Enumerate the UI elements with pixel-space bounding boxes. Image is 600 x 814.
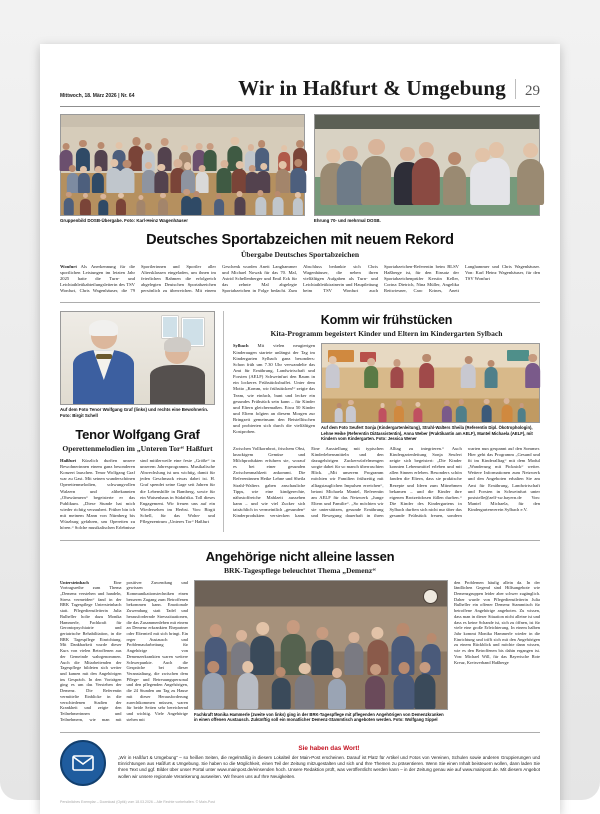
figure-sport-group [60,114,305,224]
newspaper-page [40,44,560,814]
article-sport [60,232,540,295]
figure-sport-honor [314,114,540,224]
crowd-decoration [315,115,539,215]
footer-heading: Sie haben das Wort! [298,745,360,753]
kita-intro-text: Mit vielen neugierigen Kinderaugen startete unlängst der Tag im Kindergarten Sylbach ganz besonders: Schon früh um 7.30 Uhr verwandelte das Amt für Ernährung, Landwirtschaft und Forsten (AELF) Schweinfurt den Raum in ein lockeres Frühstücksbuffet. Unter dem Motto „Komm, wir frühstücken!“ zeigte das Team, wie einfach, bunt und lecker ein gesundes Frühstück sein kann – für Kinder und Eltern gleichermaßen. Etwa 50 Kinder und Eltern folgten an diesem Morgen zur Bringzeit gemeinsam den Beistelltischen und probierten sich durch die vielfältigen Kostproben. [233,343,315,435]
caption-kita: Auf dem Foto Seufert Sonja (Kindergartenleitung), Strahl-Walters Sheila (Referentin Dipl. Ökotrophologin), Lehne Heike (Referentin Diätassistentin), Anna Weber (Praktikantin am AELF), Mantel Michaela (AELF), mit Kindern vom Kindergarten. Foto: Jessica Wener [321,425,533,442]
photo-tenor [60,311,215,405]
kita-top-row [233,343,540,441]
kita-body: Zwischen Vollkornbrot, frischem Obst, knackigem Gemüse und Milchprodukten erfuhren sie, worauf es bei einer gesunden Zwischenmahlzeit ankommt. Die Referentinnen Heike Lehne und Sheila Strahl-Walters gaben anschauliche Tipps, wie eine kindgerechte, nährstoffreiche Mahlzeit aussehen kann – und wie viel Zucker sich tatsächlich in vermeintlich „gesunden“ Kinderprodukten verstecken kann. Eine Ausstellung mit typischen Kinderlebensmitteln und den dazugehörigen Zuckerwürfelmengen sorgte dabei für so manch überraschten Blick. „Mit unserem Programm möchten wir Familien frühzeitig mit alltagstauglichen Impulsen erreichen“, betont Michaela Mantel, Referentin am AELF für das Netzwerk „Junge Eltern und Familie“. „So möchten wir sie unterstützen, gesunde Ernährung und Bewegung dauerhaft in ihren Alltag zu integrieren.“ Auch Kindergartenleitung Sonja Seufert zeigte sich begeistert: „Die Kinder konnten Lebensmittel erleben und mit allen Sinnen erleben. Besonders schön fanden die Eltern, dass sie praktische Rezepte und Ideen zum Mitnehmen bekamen – und die Kinder ihre eigenen Brotzeitdosen füllen durften.“ Die Kinder des Kindergartens in Sylbach durften sich nicht nur über das gesunde Frühstück freuen, sondern warten nun gespannt auf den Sommer. Hier geht das Programm „Gesund und fit im Kinderalltag“ mit dem Modul „Wanderung mit Picknick“ weiter. Weitere Informationen zum Netzwerk und den Angeboten erhalten Sie am Amt für Ernährung, Landwirtschaft und Forsten in Schweinfurt unter poststelle@aelf-sw.bayern.de Von: Mantel Michaela, für den Kindergartenverein Sylbach e.V. [233,445,540,519]
page-header [60,44,540,107]
demenz-lead: Untersteinbach [60,579,89,585]
middle-band [60,311,540,531]
demenz-row [60,580,540,723]
photo-sport-group [60,114,305,216]
section-divider [60,302,540,303]
tenor-body [60,458,215,532]
section-divider [60,540,540,541]
demenz-subhead: BRK-Tagespflege beleuchtet Thema „Demenz“ [223,565,377,575]
top-photo-row [60,114,540,224]
sport-text: Als Anerkennung für die sportlichen Leistungen im letzten Jahr 2025 hatte die Turn- und Leichtathletikabteilungsleiterin des TSV Wonfurt, Chris Wagenhäuser, die 79 Sportlerinnen und Sportler aller Altersklassen eingeladen, um ihnen im feierlichen Rahmen die erfolgreich abgelegten Deutschen Sportabzeichen persönlich zu überreichen. Mit einem Geschenk wurden Anett Langhammer und Michael Nowak für das 70. Mal, Astrid Schellenberger und Emil Eck für das zehnte Mal abgelegte Sportabzeichen in Folge bedacht. Zum Abschluss bedankte sich Chris Wagenhäuser, die neben ihren vielfältigen Aufgaben als Turn- und Leichtathletiktrainerin und Hauptleitung beim TSV Wonfurt auch Sportabzeichen-Referentin beim BLSV Haßberge ist, für den Einsatz der Sportabzeichenprüfer Kerstin Keller, Corina Dietrich, Nina Müller, Angelika Reitwiesner, Caro Krines, Anett Langhammer und Chris Wagenhäuser. Von: Karl Heinz Wagenhäuser, für den TSV Wonfurt [60,263,540,294]
kita-headline: Komm wir frühstücken [320,313,453,328]
sport-body [60,264,540,295]
article-demenz [60,549,540,723]
reader-submission-box [60,732,540,792]
photo-sport-honor [314,114,540,216]
caption-sport-group: Gruppenbild DOSB-Übergabe. Foto: Karl-Heinz Wagenhäuser [60,218,188,223]
figure-tenor [60,311,215,418]
tenor-headline: Tenor Wolfgang Graf [75,426,200,442]
tenor-subhead: Operettenmelodien im „Unteren Tor“ Haßfurt [62,443,213,453]
sport-subhead: Übergabe Deutsches Sportabzeichen [240,249,360,259]
kita-lead: Sylbach [233,343,249,349]
article-kita [233,311,540,531]
demenz-headline: Angehörige nicht alleine lassen [205,548,395,564]
caption-tenor: Auf dem Foto Tenor Wolfgang Graf (links) und rechts eine Bewohnerin. Foto: Birgit Schell [60,407,209,419]
footer-text-block [118,745,540,780]
caption-brk: Fachkraft Monika Hammerle (zweite von links) ging in der BRK-Tagespflege mit pflegenden Angehörigen von Demenzkranken in einen offenen Austausch. Zukünftig soll ein monatlicher Demenz-Stammtisch angeboten werden. Foto: Wolfgang Sippel [194,711,444,722]
photo-kita [321,343,540,423]
caption-sport-honor: Ehrung 70- und mehrmal DOSB. [313,218,381,223]
demenz-right-text: den Problemen häufig allein da. In der ländlichen Gegend sind Hilfsangebote wie Demenzgruppen leider aber schwer zugänglich. Daher wurde von Pflegedienstleiterin Julia Bulheller ein offener Demenz Stammtisch für betroffene Angehörige angeboten. Zu wissen, dass man in dieser Situation nicht alleine ist und dass es keine Schande ist, sich zu öffnen, ist für viele eine große Erleichterung. In einem halben Jahr kommt Monika Hammerle wieder in die Einrichtung und trifft sich mit den Angehörigen zu einem Rückblick und möchte dann wissen, wie es den Betroffenen bis dahin ergangen ist. Von: Michael Will, für das Bayerische Rote Kreuz, Kreisverband Haßberge [454,579,540,665]
crowd-decoration [195,581,447,709]
masthead-title: Wir in Haßfurt & Umgebung [238,76,506,100]
envelope-glyph [72,755,94,771]
crowd-decoration [61,115,304,215]
dateline: Mittwoch, 18. März 2026 | Nr. 64 [60,93,135,99]
demenz-right-column [454,580,540,723]
tenor-lead: Haßfurt [60,457,77,463]
footer-body: „Wir in Haßfurt & Umgebung“ – so heißen Seiten, die regelmäßig in diesem Lokalteil der Main-Post erscheinen. Darauf ist Platz für Artikel und Fotos von Vereinen, Schulen sowie anderen Gruppierungen und Einrichtungen aus Haßfurt & Umgebung. Sie haben so die Möglichkeit, einen Teil der Zeitung mitzugestalten und sich und Ihre Themen zu präsentieren. Wenn Sie einen Inhalt beisteuern wollen, dann laden Sie Ihren Text und ggf. Bilder über unser Portal unter www.mainpost.de/einsenden hoch. Unsere Redaktion prüft, was veröffentlicht werden kann – in der Zeitung genau wie auf www.mainpost.de. Mit diesem Angebot wollen wir unsere regionale Verankerung ausweiten. Wir freuen uns auf Ihre Neuigkeiten. [118,754,540,779]
figure-brk [194,580,448,723]
page-number: 29 [525,83,540,99]
sport-headline: Deutsches Sportabzeichen mit neuem Rekord [146,231,454,248]
demenz-left-text: Eine Vortragsreihe zum Thema „Demenz verstehen und handeln, Stress vermeiden“ fand in der BRK Tagespflege Untersteinbach statt. Pflegedienstleiterin Julia Bulheller holte dazu Monika Hammerle, Fachkraft für Gerontopsychiatrie und geriatrische Rehabilitation, in die BRK Tagespflege Einrichtung. Mit Dankbarkeit wurde dieser Kurs von vielen Betroffenen aus der Gemeinde wahrgenommen. Auch die Mitarbeitenden der Tagespflege bildeten sich weiter und kamen mit den Angehörigen ins Gespräch. In den Vorträgen ging es um das Verstehen der Demenz. Die Referentin vermittelte Einblicke in die verschiedenen Stadien der Krankheit und zeigte den Teilnehmerinnen und Teilnehmern, wie man mit positiver Zuwendung und gewissen Kommunikationstechniken einen besseren Zugang zum Betroffenen bekommen kann. Emotionale Zuwendung statt Tadel und herausfordernde Stresssituationen, die das Zusammenleben mit einem an Demenz erkrankten Ehepartner oder Elternteil mit sich bringt. Ein reger Austausch und Problemaufarbeitung für Angehörige von Demenzerkrankten waren weitere Schwerpunkte. Auch die Gespräche bei dieser Veranstaltung, die zwischen dem Pflege- und Betreuungspersonal und den pflegenden Angehörigen, die 24 Stunden am Tag zu Hause mit dieser Herausforderung zurechtkommen müssen, waren für beide Seiten sehr bereichernd und wichtig. Viele Angehörige stehen mit [60,579,188,722]
tenor-text: Kürzlich durften unsere Bewohnerinnen einem ganz besonderen Konzert lauschen. Tenor Wolfgang Graf war zu Gast. Mit seinen wunderschönen Operettenmelodien, schwungvollen Walzern und altbekannten „Ohrwürmern“ begeisterte er das Publikum. „Diese Stunde hat mich wieder richtig verzaubert. Früher bin ich mit meinem Mann von Nürnberg bis Würzburg gefahren, um Operetten zu hören.“ Solche musikalischen Erlebnisse sind mittlerweile eine feste „Größe“ in unserem Jahresprogramm. Musikalische Abwechslung ist uns wichtig, damit für jeden Geschmack etwas dabei ist. H. Graf spendet seine Gage seit Jahren für die Lebenshilfe in Bamberg, sowie für ein Waisenhaus in Südafrika. Toll dieses Engagement. Wir freuen uns auf ein Wiedersehen im Herbst. Von: Birgit Schell, für das Wohn- und Pflegezentrum „Unteres Tor“ Haßfurt [60,457,215,531]
wall-picture [162,316,178,338]
resident-figure [150,340,205,404]
tenor-figure [73,323,134,404]
sport-lead: Wonfurt [60,263,77,269]
crowd-decoration [322,344,539,422]
demenz-left-columns [60,580,188,723]
page-number-divider [515,79,516,99]
kita-subhead: Kita-Programm begeistert Kinder und Eltern im Kindergarten Sylbach [270,329,503,339]
envelope-icon [60,740,106,786]
article-tenor [60,311,224,531]
figure-kita [321,343,540,441]
license-line: Persönliches Exemplar – Download (Optik) vom 18.03.2026 – Alle Rechte vorbehalten. © Main-Post [60,799,215,804]
kita-intro-column [233,343,315,441]
photo-brk [194,580,448,710]
